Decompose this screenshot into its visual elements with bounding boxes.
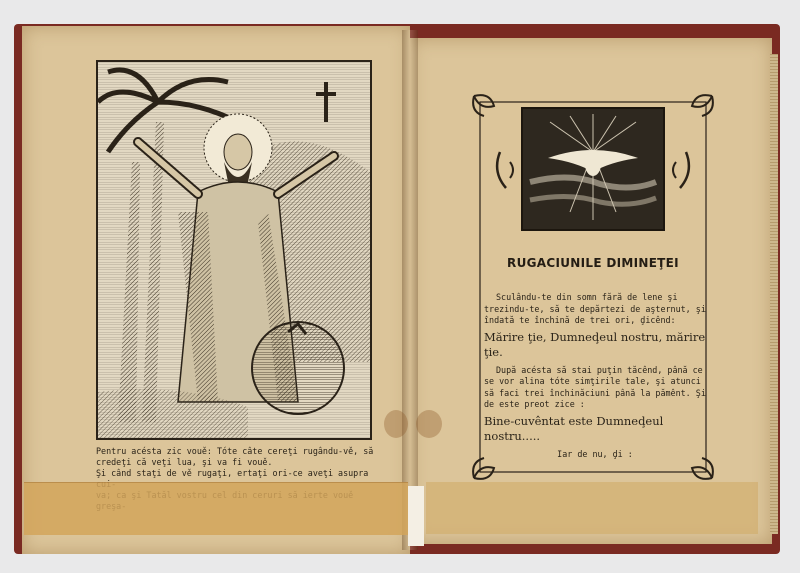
- repair-tape-right: [426, 482, 758, 534]
- caption-line-2: credeţi că veţi lua, şi va fi vouě.: [96, 457, 273, 467]
- water-stain-left: [384, 410, 408, 438]
- instruction-paragraph-1: Sculându-te din somn fără de lene şi trezindu-te, să te depărtezi de aşternut, şi îndată te închină de trei ori, ḑicênd:: [484, 292, 706, 325]
- paper-strip: [408, 486, 424, 546]
- instruction-paragraph-3: Iar de nu, ḑi :: [557, 448, 633, 459]
- book-gutter: [402, 30, 418, 550]
- engraving-illustration: [98, 62, 370, 438]
- water-stain-right: [416, 410, 442, 438]
- page-edges: [770, 54, 778, 534]
- caption-line-1: Pentru acésta zic vouě: Tóte câte cereţi rugându-vě, să: [96, 446, 374, 456]
- prayer-text: [484, 292, 706, 463]
- instruction-paragraph-2: După acésta să stai puţin tăcênd, până ce se vor alina tóte simţirile tale, şi atunci să faci trei închinăciuni până la pămênt. Şi de este preot zice :: [484, 364, 706, 409]
- repair-tape-left: [24, 482, 408, 535]
- christ-engraving: [96, 60, 372, 440]
- prayer-verse-2: Bine-cuvêntat este Dumneḑeul nostru.....: [484, 413, 664, 443]
- prayer-heading: RUGACIUNILE DIMINEŢEI: [507, 256, 679, 270]
- prayer-verse-1: Mărire ţie, Dumneḑeul nostru, mărire ţie.: [484, 329, 706, 359]
- caption-line-3: Şi când staţi de vě rugaţi, ertaţi ori-ce aveţi asupra: [96, 468, 369, 478]
